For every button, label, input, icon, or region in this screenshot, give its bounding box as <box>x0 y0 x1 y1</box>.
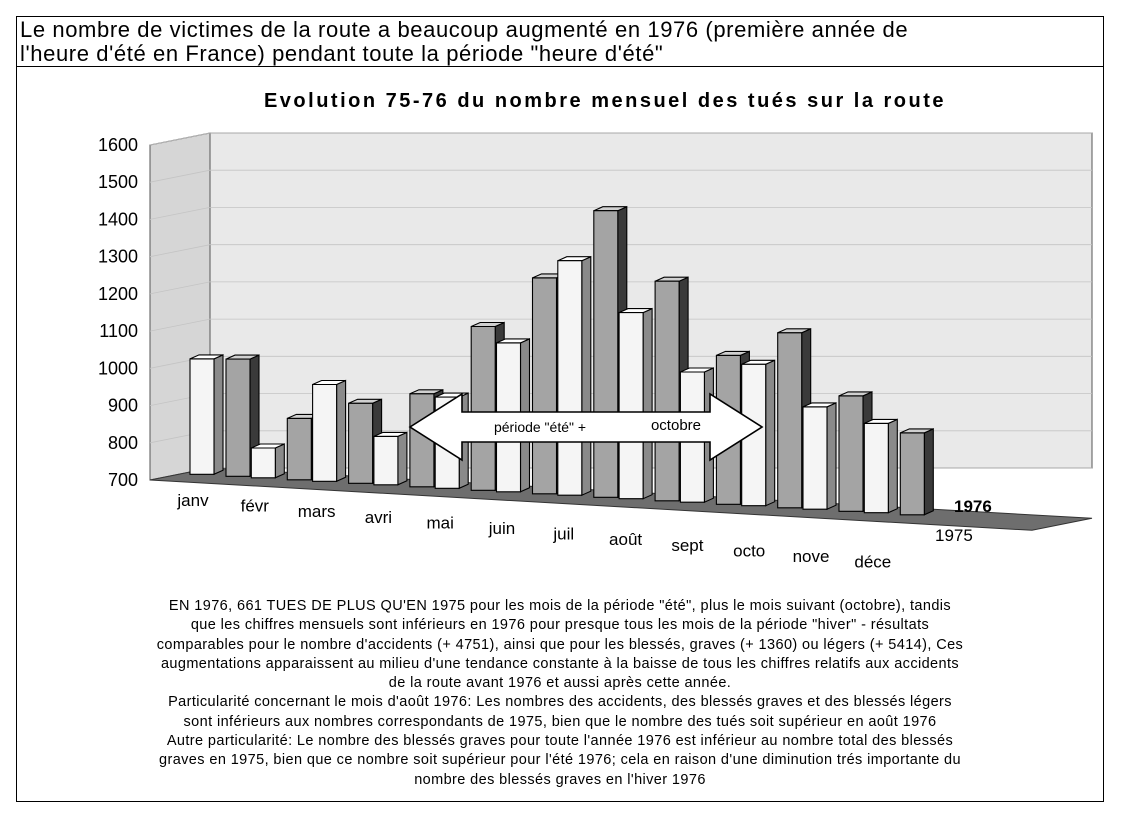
bar-1975-face <box>778 333 802 508</box>
bar-1975-face <box>839 396 863 511</box>
arrow-label-period: période "été" + <box>493 419 587 435</box>
bar-1976-face <box>803 407 827 509</box>
bar-1975-face <box>594 211 618 498</box>
arrow-label-october: octobre <box>650 417 702 434</box>
bar-1976 <box>558 257 591 496</box>
bar-1975 <box>900 429 933 515</box>
y-tick-label: 1000 <box>97 358 138 379</box>
x-tick-label: juin <box>488 519 516 538</box>
y-tick-label: 1600 <box>97 135 138 155</box>
bar-1975-face <box>226 359 250 476</box>
series-label-1976: 1976 <box>954 497 992 516</box>
caption-line: Particularité concernant le mois d'août 1976: Les nombres des accidents, des blessés graves et des blessés légers <box>168 694 952 711</box>
caption-line: graves en 1975, bien que ce nombre soit supérieur pour l'été 1976; cela en raison d'une diminution trés importante du <box>159 752 961 769</box>
caption-line: sont inférieurs aux nombres correspondants de 1975, bien que le nombre des tués soit supérieur en août 1976 <box>183 713 937 730</box>
y-tick-label: 1400 <box>97 209 138 230</box>
series-label-1975: 1975 <box>935 526 973 545</box>
bar-1976 <box>374 432 407 484</box>
x-tick-label: mars <box>297 502 336 522</box>
bar-1976-face <box>214 355 223 474</box>
bar-1976-face <box>827 403 836 509</box>
caption-line: que les chiffres mensuels sont inférieurs en 1976 pour presque tous les mois de la période "hiver" - résultats <box>190 617 930 634</box>
x-tick-label: avri <box>364 507 393 527</box>
caption-line: de la route avant 1976 et aussi après cette année. <box>388 675 732 692</box>
headline-line-2: l'heure d'été en France) pendant toute la période "heure d'été" <box>20 41 664 66</box>
bar-1976 <box>803 403 836 509</box>
bar-1976-face <box>374 436 398 484</box>
bar-1976-face <box>619 313 643 499</box>
bar-1976-face <box>643 309 652 499</box>
bar-1976-face <box>190 359 214 474</box>
bar-1976-face <box>275 444 284 478</box>
bar-1975-face <box>900 433 924 515</box>
bar-1976-face <box>558 261 582 496</box>
caption-line: augmentations apparaissent au milieu d'une tendance constante à la baisse de tous les chiffres relatifs aux accidents <box>160 655 960 672</box>
bar-1976-face <box>766 360 775 505</box>
bar-1975-face <box>533 278 557 494</box>
x-tick-label: janv <box>177 491 209 510</box>
x-tick-label: août <box>609 530 643 550</box>
x-tick-label: déce <box>854 552 892 572</box>
bar-1976 <box>864 419 897 512</box>
bar-1976-face <box>251 448 275 478</box>
bar-1976 <box>251 444 284 478</box>
x-tick-label: sept <box>671 535 704 555</box>
chart-title: Evolution 75-76 du nombre mensuel des tués sur la route <box>263 90 947 112</box>
bar-1976-face <box>398 432 407 484</box>
x-tick-label: nove <box>792 547 830 566</box>
bar-1976 <box>619 309 652 499</box>
bar-1975-face <box>655 281 679 501</box>
y-tick-label: 1300 <box>97 246 138 267</box>
bar-1975-face <box>349 403 373 483</box>
bar-1976-face <box>582 257 591 496</box>
bar-1975-face <box>287 418 311 479</box>
caption <box>30 597 1090 790</box>
x-tick-label: octo <box>733 541 766 561</box>
caption-line: nombre des blessés graves en l'hiver 1976 <box>414 771 706 788</box>
x-tick-label: juil <box>553 524 575 544</box>
x-tick-label: févr <box>240 496 269 516</box>
y-tick-label: 1200 <box>97 283 138 304</box>
y-tick-label: 900 <box>107 395 138 416</box>
y-tick-label: 1500 <box>97 172 138 193</box>
headline-line-1: Le nombre de victimes de la route a beaucoup augmenté en 1976 (première année de <box>20 17 909 42</box>
caption-line: comparables pour le nombre d'accidents (+ 4751), ainsi que pour les blessés, graves (+ 1360) ou légers (+ 5414), Ces <box>156 636 964 653</box>
y-tick-label: 1100 <box>99 321 138 342</box>
bar-1976 <box>313 381 346 482</box>
bar-1976 <box>190 355 223 474</box>
bar-1975-face <box>471 327 495 491</box>
bar-1976-face <box>337 381 346 482</box>
bar-1976-face <box>313 385 337 482</box>
bar-1976-face <box>888 419 897 512</box>
caption-line: EN 1976, 661 TUES DE PLUS QU'EN 1975 pour les mois de la période "été", plus le mois suivant (octobre), tandis <box>168 598 952 614</box>
bar-1976-face <box>864 423 888 512</box>
y-tick-label: 700 <box>107 470 138 490</box>
y-tick-label: 800 <box>107 432 138 453</box>
x-tick-label: mai <box>426 513 454 533</box>
caption-line: Autre particularité: Le nombre des blessés graves pour toute l'année 1976 est inférieur au nombre total des blessés <box>166 733 954 750</box>
bar-1975-face <box>924 429 933 515</box>
